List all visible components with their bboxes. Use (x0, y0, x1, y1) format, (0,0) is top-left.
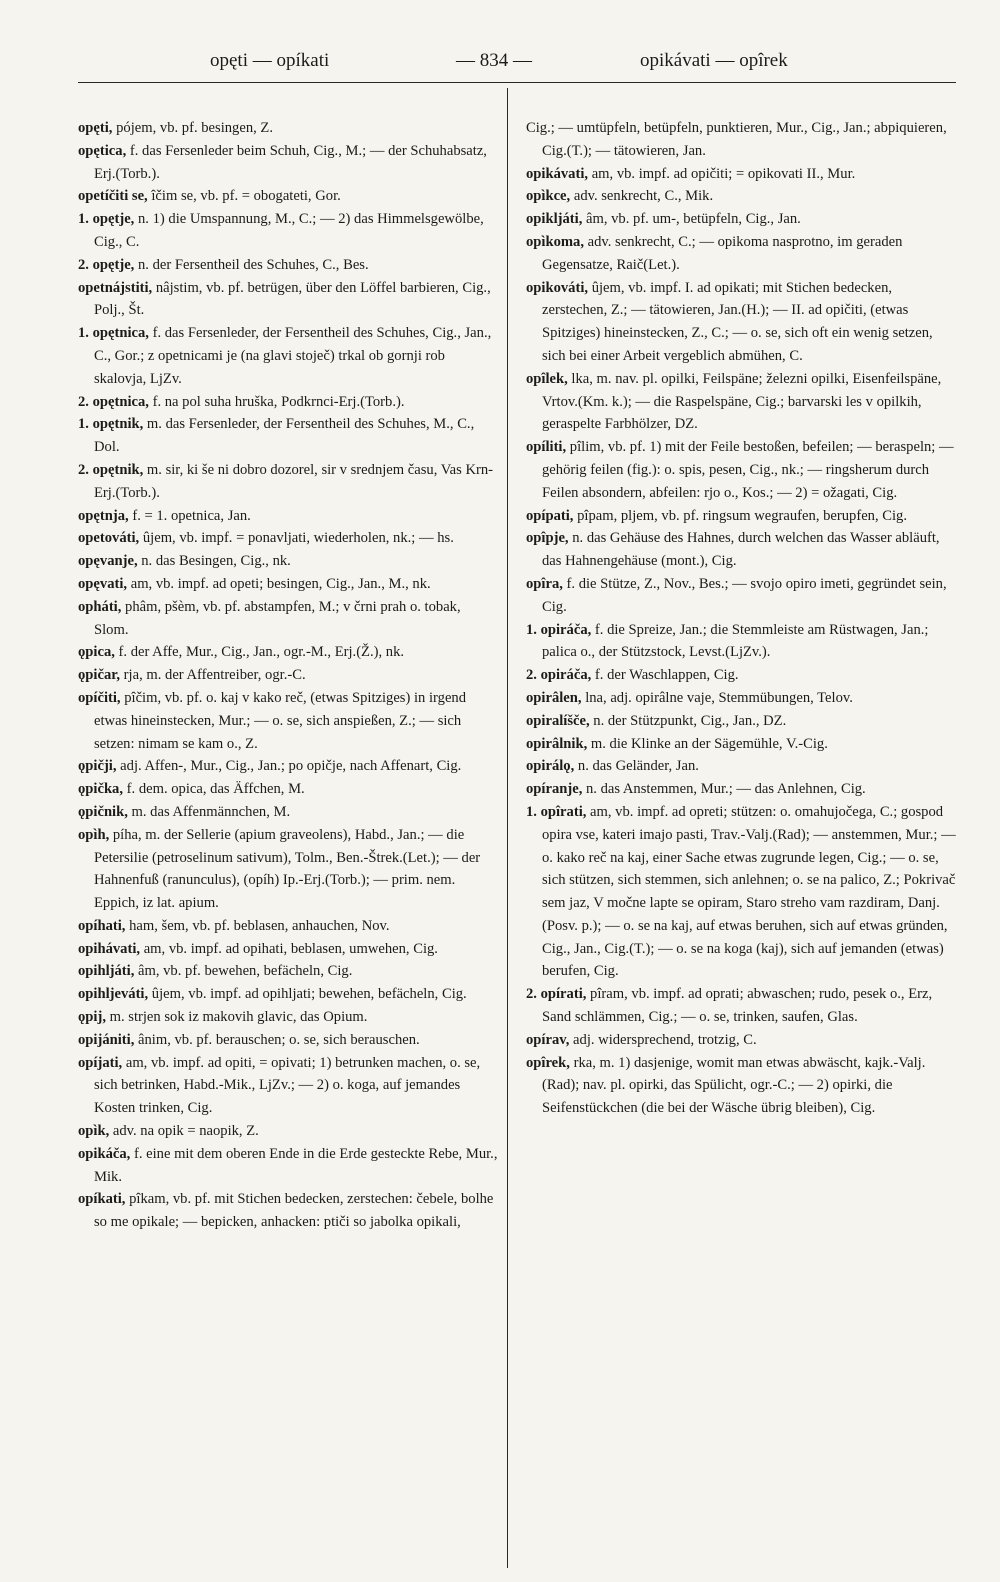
dictionary-entry (78, 505, 498, 528)
dictionary-entry (78, 322, 498, 390)
entry-headword: opetíčiti se, (78, 188, 148, 205)
entry-headword: opihljeváti, (78, 986, 149, 1003)
dictionary-entry (78, 641, 498, 664)
dictionary-entry (78, 1052, 498, 1120)
entry-headword: 1. opętnica, (78, 325, 149, 342)
entry-headword: opikáča, (78, 1145, 131, 1162)
dictionary-entry (78, 277, 498, 323)
entry-definition: adv. senkrecht, C.; — opikoma nasprotno, im geraden Gegensatze, Raič(Let.). (542, 233, 903, 273)
dictionary-entry (78, 778, 498, 801)
entry-definition: adv. na opik = naopik, Z. (109, 1123, 259, 1140)
entry-headword: opîpje, (526, 530, 569, 547)
dictionary-entry (78, 755, 498, 778)
entry-headword: ǫpij, (78, 1009, 106, 1026)
entry-headword: 2. opętnik, (78, 461, 144, 478)
page-header (0, 40, 1000, 80)
entry-definition: pîpam, pljem, vb. pf. ringsum wegraufen, berupfen, Cig. (573, 507, 908, 524)
entry-headword: opìkoma, (526, 233, 584, 250)
entry-headword: opętica, (78, 142, 127, 159)
entry-definition: f. dem. opica, das Äffchen, M. (123, 781, 305, 798)
entry-headword: opìk, (78, 1123, 110, 1140)
entry-definition: f. die Stütze, Z., Nov., Bes.; — svojo opiro imeti, gegründet sein, Cig. (542, 575, 947, 615)
entry-headword: ǫpičar, (78, 667, 121, 684)
header-rule (78, 82, 956, 83)
entry-definition: n. das Anstemmen, Mur.; — das Anlehnen, Cig. (582, 781, 866, 798)
entry-headword: ǫpička, (78, 781, 124, 798)
entry-headword: opîrek, (526, 1054, 570, 1071)
entry-definition: n. 1) die Umspannung, M., C.; — 2) das Himmelsgewölbe, Cig., C. (94, 211, 484, 250)
entry-headword: opîra, (526, 575, 563, 592)
entry-definition: m. sir, ki še ni dobro dozorel, sir v srednjem času, Vas Krn-Erj.(Torb.). (94, 461, 494, 501)
dictionary-entry (78, 824, 498, 915)
entry-definition: n. der Fersentheil des Schuhes, C., Bes. (134, 256, 369, 273)
left-column (78, 117, 498, 1567)
entry-definition: am, vb. impf. ad opihati, beblasen, umwehen, Cig. (140, 940, 438, 957)
entry-headword: opirálǫ, (526, 758, 575, 775)
entry-headword: ǫpičnik, (78, 803, 128, 820)
entry-definition: rka, m. 1) dasjenige, womit man etwas abwäscht, kajk.-Valj.(Rad); nav. pl. opirki, das Spülicht, ogr.-C.; — 2) opirki, die Seifenstückchen (die bei der Wäsche übrig bleiben), Cig. (542, 1054, 926, 1117)
entry-definition: âm, vb. pf. bewehen, befächeln, Cig. (134, 963, 353, 980)
entry-definition: f. das Fersenleder, der Fersentheil des Schuhes, Cig., Jan., C., Gor.; z opetnicami je (na glavi stoječ) trkal ob gornji rob skalovja, LjZv. (94, 325, 492, 387)
header-left-guide: opęti — opíkati (210, 50, 330, 71)
dictionary-entry (78, 550, 498, 573)
entry-headword: opirâlen, (526, 689, 582, 706)
entry-definition: ûjem, vb. impf. ad opihljati; bewehen, befächeln, Cig. (148, 986, 467, 1003)
dictionary-entry (526, 277, 958, 368)
entry-definition: f. der Affe, Mur., Cig., Jan., ogr.-M., Erj.(Ž.), nk. (114, 644, 405, 661)
entry-definition: Cig.; — umtüpfeln, betüpfeln, punktieren, Mur., Cig., Jan.; abpiquieren, Cig.(T.); — tätowieren, Jan. (526, 120, 947, 159)
dictionary-entry (526, 185, 958, 208)
entry-definition: n. das Besingen, Cig., nk. (137, 553, 291, 570)
entry-headword: opírav, (526, 1031, 570, 1048)
dictionary-entry (78, 960, 498, 983)
entry-headword: opijániti, (78, 1031, 135, 1048)
dictionary-entry (526, 163, 958, 186)
entry-headword: opîlek, (526, 370, 568, 387)
entry-headword: opirâlnik, (526, 735, 588, 752)
entry-definition: m. das Affenmännchen, M. (127, 803, 291, 820)
entry-headword: 1. opîrati, (526, 803, 587, 820)
entry-definition: m. das Fersenleder, der Fersentheil des Schuhes, M., C., Dol. (94, 416, 475, 456)
dictionary-entry (526, 664, 958, 687)
entry-definition: am, vb. impf. ad opičiti; = opikovati II., Mur. (588, 165, 856, 182)
dictionary-entry (526, 710, 958, 733)
entry-definition: am, vb. impf. ad opreti; stützen: o. omahujočega, C.; gospod opira vse, kateri imajo pasti, Trav.-Valj.(Rad); — anstemmen, Mur.; — o. kako reč na kaj, einer Sache etwas zugrunde legen, Cig.; — o. se, sich stützen, sich stemmen, sich anlehnen; o. se na palico, Z.; Pokrivač sem jaz, V močne lapte se opiram, Staro streho vam razdiram, Danj.(Posv. p.); — o. se na kaj, auf etwas beruhen, sich auf etwas gründen, Cig., Jan., Cig.(T.); — o. se na koga (kaj), sich auf jemanden (etwas) berufen, Cig. (542, 803, 956, 980)
dictionary-entry (78, 687, 498, 755)
entry-definition: f. das Fersenleder beim Schuh, Cig., M.; — der Schuhabsatz, Erj.(Torb.). (94, 142, 487, 182)
entry-definition: m. strjen sok iz makovih glavic, das Opium. (105, 1009, 368, 1026)
dictionary-entry (78, 185, 498, 208)
entry-definition: pîčim, vb. pf. o. kaj v kako reč, (etwas Spitziges) in irgend etwas hineinstecken, Mur.; — o. se, sich anspießen, Z.; — sich setzen: nimam se kam o., Z. (94, 689, 467, 752)
dictionary-entry (78, 117, 498, 140)
entry-definition: pîkam, vb. pf. mit Stichen bedecken, zerstechen: čebele, bolhe so me opikale; — bepicken, anhacken: ptiči so jabolka opikali, (94, 1191, 494, 1231)
entry-definition: adj. widersprechend, trotzig, C. (569, 1031, 757, 1048)
entry-definition: pójem, vb. pf. besingen, Z. (112, 120, 273, 136)
dictionary-entry (78, 391, 498, 414)
entry-headword: opíjati, (78, 1054, 123, 1071)
entry-headword: opihávati, (78, 940, 141, 957)
entry-definition: am, vb. impf. ad opeti; besingen, Cig., Jan., M., nk. (127, 575, 431, 592)
column-divider (507, 88, 508, 1568)
dictionary-entry (78, 459, 498, 505)
entry-headword: opetnájstiti, (78, 279, 153, 296)
dictionary-entry (526, 368, 958, 436)
entry-headword: opikováti, (526, 279, 589, 296)
entry-headword: opikávati, (526, 165, 589, 182)
dictionary-entry (78, 254, 498, 277)
dictionary-entry (78, 1029, 498, 1052)
dictionary-entry (78, 664, 498, 687)
entry-headword: 2. opiráča, (526, 667, 592, 684)
entry-definition: f. na pol suha hruška, Podkrnci-Erj.(Torb.). (148, 393, 405, 410)
dictionary-entry (526, 687, 958, 710)
entry-definition: adv. senkrecht, C., Mik. (570, 188, 714, 205)
entry-definition: n. das Geländer, Jan. (574, 758, 699, 775)
dictionary-entry (78, 1120, 498, 1143)
entry-definition: f. eine mit dem oberen Ende in die Erde gesteckte Rebe, Mur., Mik. (94, 1145, 498, 1185)
dictionary-entry (78, 915, 498, 938)
dictionary-entry (78, 1006, 498, 1029)
page-number: — 834 — (456, 50, 532, 71)
entry-headword: 2. opętje, (78, 256, 135, 273)
entry-headword: opiralíšče, (526, 712, 590, 729)
entry-headword: opęvanje, (78, 553, 138, 570)
entry-headword: 1. opętje, (78, 211, 135, 228)
entry-headword: 2. opętnica, (78, 393, 149, 410)
entry-definition: phâm, pšèm, vb. pf. abstampfen, M.; v črni prah o. tobak, Slom. (94, 598, 461, 638)
entry-definition: n. das Gehäuse des Hahnes, durch welchen das Wasser abläuft, das Hahnengehäuse (mont.), Cig. (542, 530, 940, 570)
dictionary-entry (78, 573, 498, 596)
entry-headword: opìkce, (526, 188, 571, 205)
dictionary-entry (526, 778, 958, 801)
dictionary-entry (526, 733, 958, 756)
entry-definition: ham, šem, vb. pf. beblasen, anhauchen, Nov. (125, 917, 390, 934)
entry-headword: opęvati, (78, 575, 128, 592)
entry-definition: f. der Waschlappen, Cig. (591, 667, 739, 684)
entry-definition: m. die Klinke an der Sägemühle, V.-Cig. (587, 735, 828, 752)
dictionary-entry (78, 938, 498, 961)
entry-definition: îčim se, vb. pf. = obogateti, Gor. (147, 188, 341, 205)
entry-headword: 2. opírati, (526, 986, 587, 1003)
dictionary-entry (526, 1052, 958, 1120)
entry-headword: opikljáti, (526, 211, 583, 228)
entry-definition: pîlim, vb. pf. 1) mit der Feile bestoßen, befeilen; — beraspeln; — gehörig feilen (fig.): o. spis, pesen, Cig., nk.; — ringsherum durch Feilen absondern, abfeilen: rjo o., Kos.; — 2) = ožagati, Cig. (542, 439, 954, 501)
entry-definition: pîram, vb. impf. ad oprati; abwaschen; rudo, pesek o., Erz, Sand schlämmen, Cig.; — o. se, trinken, saufen, Glas. (542, 986, 933, 1026)
entry-headword: opíhati, (78, 917, 126, 934)
entry-definition: nâjstim, vb. pf. betrügen, über den Löffel barbieren, Cig., Polj., Št. (94, 279, 491, 319)
entry-definition: ûjem, vb. impf. = ponavljati, wiederholen, nk.; — hs. (139, 530, 454, 547)
entry-headword: opíkati, (78, 1191, 126, 1208)
right-column (526, 117, 958, 1567)
header-right-guide: opikávati — opîrek (640, 50, 788, 71)
entry-headword: opętnja, (78, 507, 129, 524)
entry-definition: píha, m. der Sellerie (apium graveolens), Habd., Jan.; — die Petersilie (petroselinum sativum), Tolm., Ben.-Štrek.(Let.); — der Hahnenfuß (ranunculus), (opíh) Ip.-Erj.(Torb.); — prim. nem. Eppich, iz lat. apium. (94, 826, 481, 912)
dictionary-entry (526, 231, 958, 277)
dictionary-entry (78, 983, 498, 1006)
dictionary-entry (78, 801, 498, 824)
entry-headword: opihljáti, (78, 963, 135, 980)
entry-headword: opíliti, (526, 439, 567, 456)
entry-definition: âm, vb. pf. um-, betüpfeln, Cig., Jan. (582, 211, 801, 228)
dictionary-entry (78, 413, 498, 459)
dictionary-entry (526, 755, 958, 778)
dictionary-entry (78, 527, 498, 550)
entry-definition: f. die Spreize, Jan.; die Stemmleiste am Rüstwagen, Jan.; palica o., der Stützstock, Levst.(LjZv.). (542, 621, 929, 661)
dictionary-entry (526, 208, 958, 231)
dictionary-entry (526, 573, 958, 619)
entry-headword: opháti, (78, 598, 122, 615)
entry-definition: ûjem, vb. impf. I. ad opikati; mit Stichen bedecken, zerstechen, Z.; — tätowieren, Jan.(H.); — II. ad opičiti, (etwas Spitziges) hineinstecken, Z., C.; — o. se, sich oft ein wenig setzen, sich bei einer Arbeit vergeblich abmühen, C. (542, 279, 933, 364)
entry-headword: opípati, (526, 507, 574, 524)
dictionary-entry (526, 527, 958, 573)
entry-headword: ǫpičji, (78, 758, 117, 775)
dictionary-entry (526, 801, 958, 983)
entry-headword: opetováti, (78, 530, 140, 547)
entry-definition: n. der Stützpunkt, Cig., Jan., DZ. (589, 712, 787, 729)
dictionary-entry (78, 1143, 498, 1189)
entry-definition: ânim, vb. pf. berauschen; o. se, sich berauschen. (134, 1031, 420, 1048)
entry-headword: opęti, (78, 120, 113, 136)
entry-definition: rja, m. der Affentreiber, ogr.-C. (120, 667, 306, 684)
entry-headword: ǫpica, (78, 644, 115, 661)
entry-definition: am, vb. impf. ad opiti, = opivati; 1) betrunken machen, o. se, sich betrinken, Habd.-Mik., LjZv.; — 2) o. koga, auf jemandes Kosten trinken, Cig. (94, 1054, 481, 1117)
dictionary-entry (78, 596, 498, 642)
entry-definition: lka, m. nav. pl. opilki, Feilspäne; železni opilki, Eisenfeilspäne, Vrtov.(Km. k.); — die Raspelspäne, Cig.; barvarski les v opilkih, geraspelte Farbhölzer, DZ. (542, 370, 942, 433)
dictionary-entry (526, 983, 958, 1029)
dictionary-entry (78, 208, 498, 254)
entry-definition: adj. Affen-, Mur., Cig., Jan.; po opičje, nach Affenart, Cig. (116, 758, 462, 775)
entry-headword: opíčiti, (78, 689, 121, 706)
dictionary-entry (78, 1188, 498, 1234)
entry-headword: opìh, (78, 826, 110, 843)
dictionary-entry (526, 436, 958, 504)
entry-definition: f. = 1. opetnica, Jan. (128, 507, 251, 524)
dictionary-entry (78, 140, 498, 186)
dictionary-entry (526, 505, 958, 528)
entry-headword: 1. opętnik, (78, 416, 144, 433)
dictionary-entry (526, 117, 958, 163)
entry-headword: 1. opiráča, (526, 621, 592, 638)
entry-headword: opíranje, (526, 781, 583, 798)
dictionary-entry (526, 619, 958, 665)
dictionary-entry (526, 1029, 958, 1052)
entry-definition: lna, adj. opirâlne vaje, Stemmübungen, Telov. (581, 689, 853, 706)
